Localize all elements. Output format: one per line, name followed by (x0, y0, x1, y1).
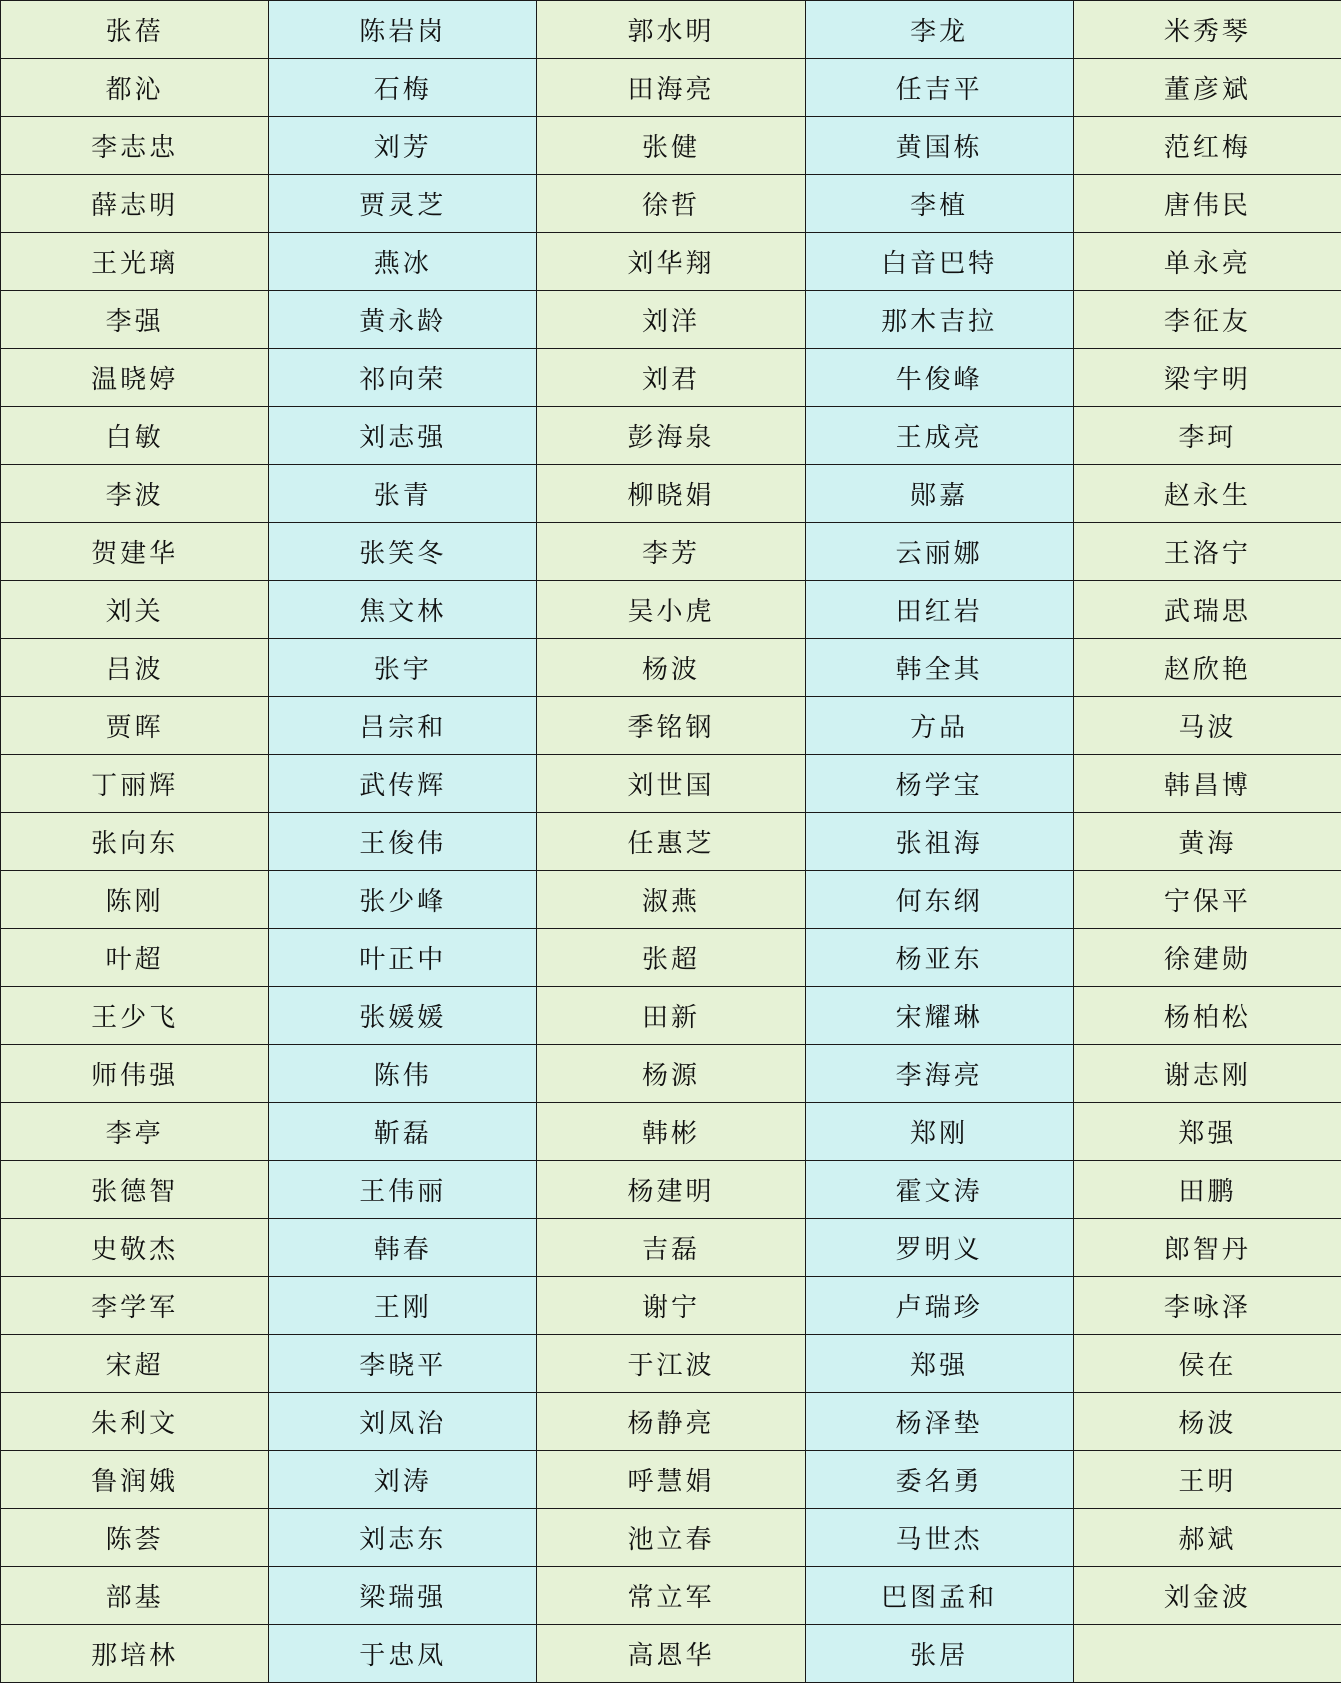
table-row (1, 1625, 1341, 1683)
name-cell: 唐伟民 (1073, 175, 1341, 233)
name-cell: 宁保平 (1073, 871, 1341, 929)
name-cell: 巴图孟和 (805, 1567, 1073, 1625)
table-row (1, 1103, 1341, 1161)
name-cell: 梁宇明 (1073, 349, 1341, 407)
name-cell: 张健 (537, 117, 805, 175)
name-cell: 白音巴特 (805, 233, 1073, 291)
name-cell: 范红梅 (1073, 117, 1341, 175)
name-cell: 祁向荣 (269, 349, 537, 407)
table-row (1, 1509, 1341, 1567)
name-cell: 贺建华 (1, 523, 269, 581)
name-cell: 吉磊 (537, 1219, 805, 1277)
name-cell: 武瑞思 (1073, 581, 1341, 639)
name-cell: 李海亮 (805, 1045, 1073, 1103)
name-cell: 李龙 (805, 1, 1073, 59)
name-cell: 方品 (805, 697, 1073, 755)
name-cell: 梁瑞强 (269, 1567, 537, 1625)
name-cell: 王成亮 (805, 407, 1073, 465)
name-cell: 那培林 (1, 1625, 269, 1683)
name-cell: 陈荟 (1, 1509, 269, 1567)
name-cell: 武传辉 (269, 755, 537, 813)
name-cell: 张笑冬 (269, 523, 537, 581)
name-cell: 王刚 (269, 1277, 537, 1335)
name-cell: 田鹏 (1073, 1161, 1341, 1219)
name-cell: 张祖海 (805, 813, 1073, 871)
name-cell: 杨波 (537, 639, 805, 697)
name-cell: 李志忠 (1, 117, 269, 175)
name-cell: 刘关 (1, 581, 269, 639)
name-cell: 郑强 (805, 1335, 1073, 1393)
name-cell: 宋耀琳 (805, 987, 1073, 1045)
name-cell: 焦文林 (269, 581, 537, 639)
name-cell: 罗明义 (805, 1219, 1073, 1277)
name-cell: 刘世国 (537, 755, 805, 813)
name-cell: 马波 (1073, 697, 1341, 755)
name-cell: 杨静亮 (537, 1393, 805, 1451)
name-cell: 李学军 (1, 1277, 269, 1335)
name-cell: 张蓓 (1, 1, 269, 59)
name-cell: 田海亮 (537, 59, 805, 117)
table-row (1, 581, 1341, 639)
table-row (1, 1, 1341, 59)
table-row (1, 1277, 1341, 1335)
name-cell: 靳磊 (269, 1103, 537, 1161)
table-row (1, 59, 1341, 117)
table-row (1, 1161, 1341, 1219)
name-cell: 李晓平 (269, 1335, 537, 1393)
table-row (1, 349, 1341, 407)
name-cell: 张媛媛 (269, 987, 537, 1045)
name-cell: 赵永生 (1073, 465, 1341, 523)
name-cell: 张青 (269, 465, 537, 523)
name-cell: 何东纲 (805, 871, 1073, 929)
name-cell: 霍文涛 (805, 1161, 1073, 1219)
name-cell: 牛俊峰 (805, 349, 1073, 407)
name-cell: 田新 (537, 987, 805, 1045)
table-row (1, 1045, 1341, 1103)
name-cell: 彭海泉 (537, 407, 805, 465)
name-cell: 刘芳 (269, 117, 537, 175)
name-cell: 郭水明 (537, 1, 805, 59)
name-cell: 刘华翔 (537, 233, 805, 291)
table-row (1, 639, 1341, 697)
name-cell: 池立春 (537, 1509, 805, 1567)
name-cell: 韩昌博 (1073, 755, 1341, 813)
name-table-body (1, 1, 1341, 1683)
name-cell: 云丽娜 (805, 523, 1073, 581)
table-row (1, 1393, 1341, 1451)
table-row (1, 175, 1341, 233)
name-cell: 吕宗和 (269, 697, 537, 755)
table-row (1, 871, 1341, 929)
name-cell: 李亭 (1, 1103, 269, 1161)
name-cell: 杨泽垫 (805, 1393, 1073, 1451)
name-cell: 韩彬 (537, 1103, 805, 1161)
table-row (1, 465, 1341, 523)
name-cell: 张宇 (269, 639, 537, 697)
name-cell: 杨亚东 (805, 929, 1073, 987)
name-cell: 谢志刚 (1073, 1045, 1341, 1103)
name-cell: 张少峰 (269, 871, 537, 929)
name-cell: 高恩华 (537, 1625, 805, 1683)
table-row (1, 755, 1341, 813)
name-cell: 于江波 (537, 1335, 805, 1393)
name-cell: 委名勇 (805, 1451, 1073, 1509)
name-cell: 淑燕 (537, 871, 805, 929)
name-cell: 刘志强 (269, 407, 537, 465)
name-cell: 杨波 (1073, 1393, 1341, 1451)
name-cell: 王明 (1073, 1451, 1341, 1509)
name-cell: 侯在 (1073, 1335, 1341, 1393)
name-cell: 温晓婷 (1, 349, 269, 407)
name-cell: 徐建勋 (1073, 929, 1341, 987)
name-cell: 刘凤治 (269, 1393, 537, 1451)
name-cell: 呼慧娟 (537, 1451, 805, 1509)
table-row (1, 407, 1341, 465)
name-cell: 都沁 (1, 59, 269, 117)
name-cell: 任吉平 (805, 59, 1073, 117)
name-cell: 刘涛 (269, 1451, 537, 1509)
name-cell: 燕冰 (269, 233, 537, 291)
name-cell: 陈刚 (1, 871, 269, 929)
name-cell: 李强 (1, 291, 269, 349)
name-cell: 刘君 (537, 349, 805, 407)
name-cell: 王伟丽 (269, 1161, 537, 1219)
name-cell: 黄海 (1073, 813, 1341, 871)
name-cell: 贾晖 (1, 697, 269, 755)
name-cell: 季铭钢 (537, 697, 805, 755)
table-row (1, 117, 1341, 175)
name-cell: 李征友 (1073, 291, 1341, 349)
name-cell: 师伟强 (1, 1045, 269, 1103)
name-cell: 米秀琴 (1073, 1, 1341, 59)
name-cell: 白敏 (1, 407, 269, 465)
name-cell: 那木吉拉 (805, 291, 1073, 349)
name-cell (1073, 1625, 1341, 1683)
name-cell: 李咏泽 (1073, 1277, 1341, 1335)
name-cell: 柳晓娟 (537, 465, 805, 523)
name-cell: 刘洋 (537, 291, 805, 349)
name-cell: 王光璃 (1, 233, 269, 291)
name-cell: 王俊伟 (269, 813, 537, 871)
name-cell: 谢宁 (537, 1277, 805, 1335)
table-row (1, 987, 1341, 1045)
name-cell: 杨源 (537, 1045, 805, 1103)
name-cell: 李芳 (537, 523, 805, 581)
name-cell: 任惠芝 (537, 813, 805, 871)
name-cell: 李珂 (1073, 407, 1341, 465)
name-cell: 朱利文 (1, 1393, 269, 1451)
name-cell: 田红岩 (805, 581, 1073, 639)
name-cell: 徐哲 (537, 175, 805, 233)
name-cell: 宋超 (1, 1335, 269, 1393)
name-cell: 郑刚 (805, 1103, 1073, 1161)
table-row (1, 697, 1341, 755)
name-cell: 卢瑞珍 (805, 1277, 1073, 1335)
name-cell: 吕波 (1, 639, 269, 697)
name-cell: 韩全其 (805, 639, 1073, 697)
name-cell: 部基 (1, 1567, 269, 1625)
name-cell: 贾灵芝 (269, 175, 537, 233)
table-row (1, 291, 1341, 349)
table-row (1, 1451, 1341, 1509)
name-cell: 郑强 (1073, 1103, 1341, 1161)
name-cell: 李波 (1, 465, 269, 523)
name-cell: 杨柏松 (1073, 987, 1341, 1045)
name-cell: 黄国栋 (805, 117, 1073, 175)
table-row (1, 813, 1341, 871)
name-cell: 薛志明 (1, 175, 269, 233)
name-cell: 张向东 (1, 813, 269, 871)
name-cell: 黄永龄 (269, 291, 537, 349)
name-cell: 张居 (805, 1625, 1073, 1683)
name-cell: 常立军 (537, 1567, 805, 1625)
name-cell: 吴小虎 (537, 581, 805, 639)
name-cell: 鲁润娥 (1, 1451, 269, 1509)
name-cell: 李植 (805, 175, 1073, 233)
name-cell: 王洛宁 (1073, 523, 1341, 581)
name-cell: 叶超 (1, 929, 269, 987)
name-cell: 郎智丹 (1073, 1219, 1341, 1277)
name-cell: 单永亮 (1073, 233, 1341, 291)
name-cell: 王少飞 (1, 987, 269, 1045)
name-cell: 史敬杰 (1, 1219, 269, 1277)
table-row (1, 929, 1341, 987)
name-cell: 马世杰 (805, 1509, 1073, 1567)
table-row (1, 233, 1341, 291)
name-cell: 郧嘉 (805, 465, 1073, 523)
name-cell: 郝斌 (1073, 1509, 1341, 1567)
table-row (1, 1219, 1341, 1277)
name-cell: 杨建明 (537, 1161, 805, 1219)
name-cell: 石梅 (269, 59, 537, 117)
name-cell: 张德智 (1, 1161, 269, 1219)
name-cell: 陈岩岗 (269, 1, 537, 59)
table-row (1, 523, 1341, 581)
name-cell: 刘志东 (269, 1509, 537, 1567)
name-cell: 叶正中 (269, 929, 537, 987)
name-cell: 张超 (537, 929, 805, 987)
name-cell: 丁丽辉 (1, 755, 269, 813)
table-row (1, 1567, 1341, 1625)
name-cell: 刘金波 (1073, 1567, 1341, 1625)
name-cell: 陈伟 (269, 1045, 537, 1103)
name-cell: 赵欣艳 (1073, 639, 1341, 697)
name-cell: 韩春 (269, 1219, 537, 1277)
name-cell: 于忠凤 (269, 1625, 537, 1683)
table-row (1, 1335, 1341, 1393)
name-cell: 董彦斌 (1073, 59, 1341, 117)
name-cell: 杨学宝 (805, 755, 1073, 813)
